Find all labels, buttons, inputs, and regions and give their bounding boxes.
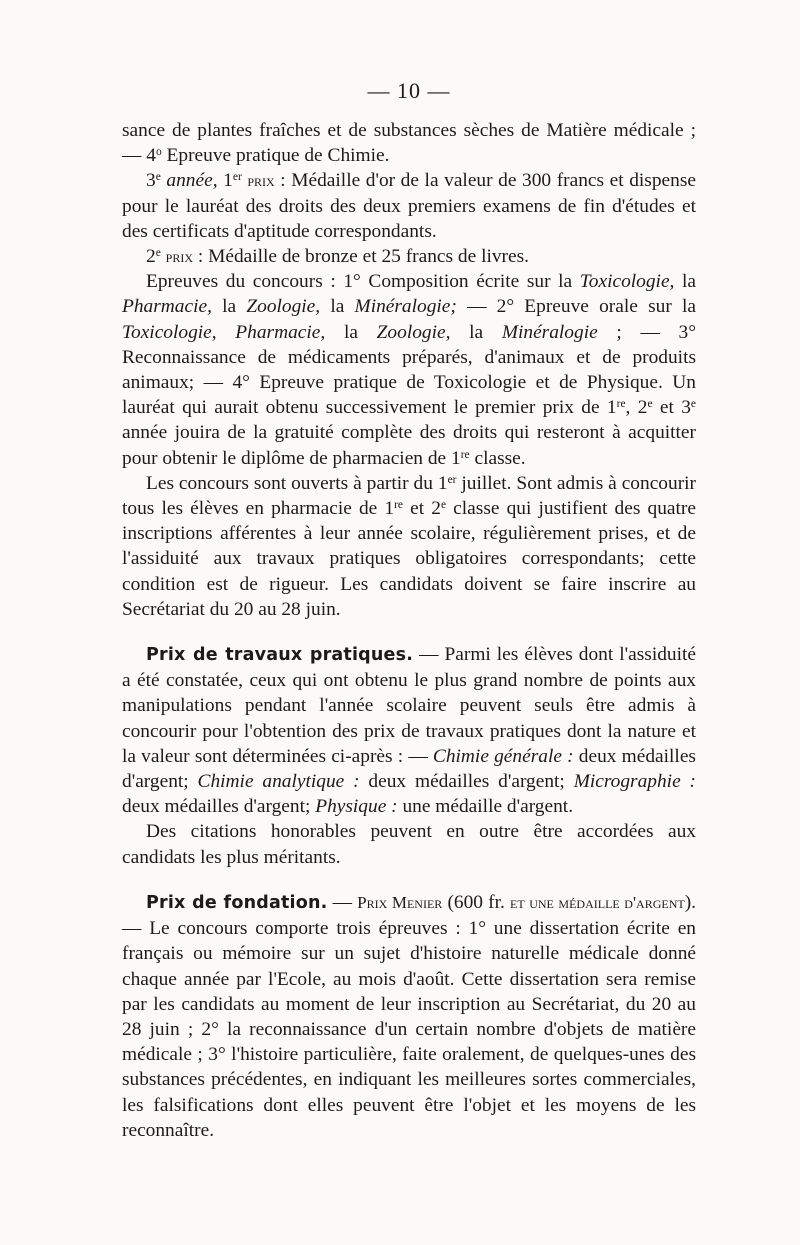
- text-run: classe qui justifient des quatre inscriptions afférentes à leur année scolaire, régulièrement prises, et de l'assiduité aux travaux pratiques obligatoires correspondants; cette condition est de rigueur. Les candidats doivent se faire inscrire au Secrétariat du 20 au 28 juin.: [122, 498, 696, 620]
- superscript: er: [447, 473, 457, 486]
- small-caps-text: et une médaille d'argent: [510, 892, 685, 912]
- text-run: et 3: [652, 397, 691, 419]
- paragraph-continuation: [122, 118, 696, 168]
- italic-text: Pharmacie,: [122, 296, 212, 318]
- paragraph-practical-work-prizes: [122, 642, 696, 819]
- italic-text: Zoologie,: [246, 296, 321, 318]
- superscript: e: [440, 499, 447, 512]
- superscript: e: [155, 171, 161, 184]
- text-run: 1: [217, 170, 233, 192]
- small-caps-text: prix: [165, 247, 194, 267]
- text-run: la: [211, 296, 247, 318]
- text-run: la: [674, 271, 697, 293]
- text-run: deux médailles d'argent;: [122, 745, 696, 793]
- paragraph-contest-dates: [122, 471, 696, 622]
- italic-text: Zoologie,: [376, 321, 451, 343]
- superscript: o: [155, 146, 162, 159]
- paragraph-honorable-mentions: [122, 819, 696, 869]
- italic-text: Toxicologie,: [579, 271, 675, 293]
- paragraph-second-prize: [122, 244, 696, 269]
- section-heading: Prix de travaux pratiques.: [146, 645, 414, 666]
- section-heading: Prix de fondation.: [146, 892, 328, 913]
- italic-text: Minéralogie: [501, 321, 598, 343]
- text-run: deux médailles d'argent;: [359, 771, 574, 793]
- text-run: une médaille d'argent.: [397, 796, 574, 818]
- text-run: : Médaille d'or de la valeur de 300 francs et dispense pour le lauréat des droits des deux premiers examens de fin d'études et des certificats d'aptitude correspondants.: [122, 170, 697, 242]
- section-gap: [122, 870, 696, 890]
- small-caps-text: prix: [247, 171, 275, 191]
- text-run: la: [320, 296, 355, 318]
- text-run: Les concours sont ouverts à partir du 1: [146, 472, 448, 494]
- italic-text: Minéralogie;: [354, 296, 457, 318]
- superscript: re: [460, 448, 470, 461]
- text-run: — Parmi les élèves dont l'assiduité a été constatée, ceux qui ont obtenu le plus grand nombre de points aux manipulations pendant l'année scolaire peuvent seuls être admis à concourir pour l'obtention des prix de travaux pratiques dont la nature et la valeur sont déterminées ci-après : —: [122, 644, 696, 767]
- superscript: e: [647, 398, 653, 411]
- text-run: : Médaille de bronze et 25 francs de livres.: [193, 246, 529, 268]
- text-run: année jouira de la gratuité complète des droits qui resteront à acquitter pour obtenir le diplôme de pharmacien de 1: [122, 422, 696, 469]
- italic-text: Toxicologie, Pharmacie,: [122, 321, 326, 343]
- text-run: 3: [146, 170, 156, 192]
- italic-text: année,: [166, 170, 218, 192]
- superscript: re: [616, 398, 626, 411]
- page-number: — 10 —: [367, 78, 451, 103]
- superscript: e: [690, 398, 697, 411]
- text-run: classe.: [469, 447, 526, 469]
- paragraph-third-year-first-prize: [122, 168, 696, 244]
- text-run: — 2° Epreuve orale sur la: [456, 296, 696, 318]
- text-run: Epreuve pratique de Chimie.: [161, 145, 390, 167]
- italic-text: Chimie générale :: [432, 745, 574, 767]
- superscript: e: [155, 247, 161, 260]
- text-run: juillet. Sont admis à concourir tous les élèves en pharmacie de 1: [122, 472, 696, 520]
- text-run: deux médailles d'argent;: [122, 796, 316, 818]
- italic-text: Chimie analytique :: [197, 771, 360, 793]
- italic-text: Physique :: [315, 796, 398, 818]
- superscript: er: [232, 171, 242, 184]
- text-run: la: [325, 321, 377, 343]
- superscript: re: [394, 499, 404, 512]
- text-run: (600 fr.: [442, 891, 510, 913]
- paragraph-contest-tests: [122, 269, 696, 471]
- text-run: , 2: [625, 397, 648, 419]
- section-gap: [122, 622, 696, 642]
- text-run: Epreuves du concours : 1° Composition écrite sur la: [146, 271, 580, 293]
- paragraph-foundation-prizes: [122, 890, 696, 1143]
- small-caps-text: Prix Menier: [357, 892, 443, 912]
- text-run: Des citations honorables peuvent en outre être accordées aux candidats les plus méritants.: [122, 821, 696, 868]
- text-run: 2: [146, 246, 156, 268]
- text-run: ; — 3° Reconnaissance de médicaments préparés, d'animaux et de produits animaux; — 4° Epreuve pratique de Toxicologie et de Physique. Un lauréat qui aurait obtenu successivement le premier prix de 1: [122, 321, 696, 419]
- text-run: la: [450, 321, 502, 343]
- text-run: —: [327, 891, 358, 913]
- text-run: sance de plantes fraîches et de substances sèches de Matière médicale ; — 4: [122, 120, 696, 167]
- text-run: ). — Le concours comporte trois épreuves : 1° une dissertation écrite en français ou mémoire sur un sujet d'histoire naturelle médicale donné chaque année par l'Ecole, au mois d'août. Cette dissertation sera remise par les candidats au moment de leur inscription au Secrétariat, du 20 au 28 juin ; 2° la reconnaissance d'un certain nombre d'objets de matière médicale ; 3° l'histoire particulière, faite oralement, de quelques-unes des substances précédentes, en indiquant les meilleures sortes commerciales, les falsifications dont elles peuvent être l'objet et les moyens de les reconnaître.: [122, 891, 697, 1141]
- text-run: et 2: [403, 498, 441, 520]
- italic-text: Micrographie :: [573, 771, 696, 793]
